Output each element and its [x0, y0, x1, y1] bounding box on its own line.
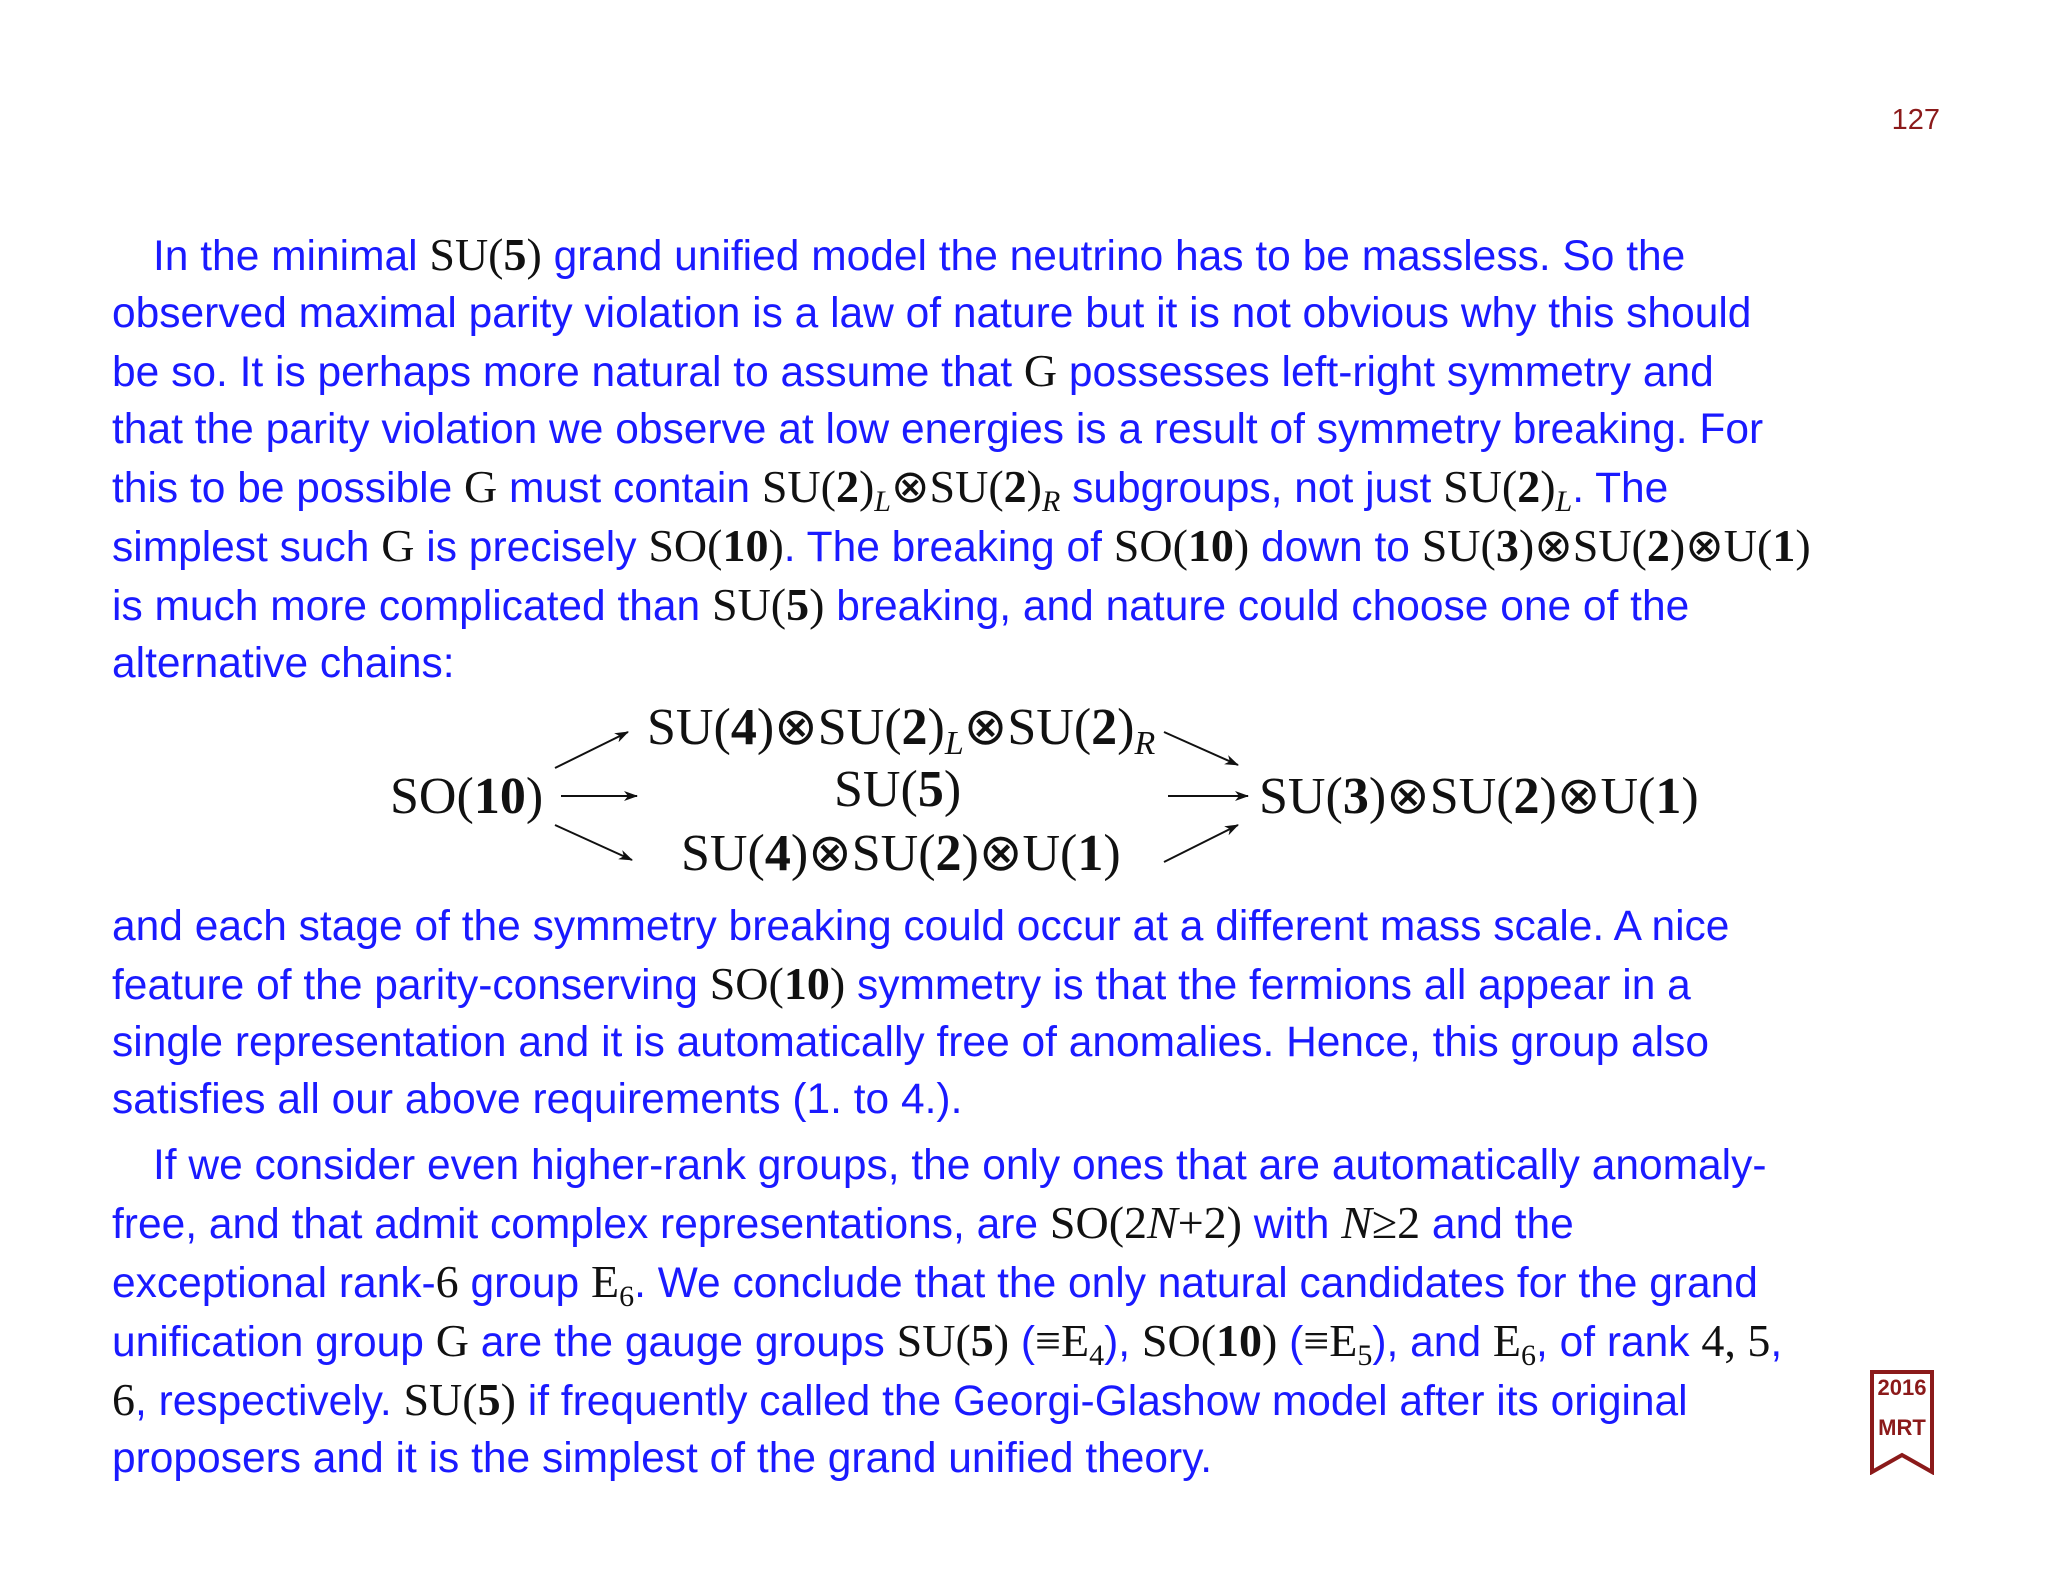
math-standard-model-group: SU(3)⊗SU(2)⊗U(1) [1421, 520, 1811, 571]
text-line: single representation and it is automatically free of anomalies. Hence, this group also [112, 1019, 1709, 1066]
math-so-2n-plus-2: SO(2N+2) [1049, 1197, 1242, 1248]
math-su5: SU(5) [403, 1374, 516, 1425]
math-su2l-su2r: $SU(2)_L\otimes SU(2)_R$ [761, 461, 1061, 518]
math-g: G [464, 461, 498, 512]
math-so10: SO(10) [1141, 1315, 1278, 1366]
text-line: observed maximal parity violation is a law of nature but it is not obvious why this should [112, 290, 1752, 337]
text-line: be so. It is perhaps more natural to assume that G possesses left-right symmetry and [112, 345, 1714, 396]
text-line: simplest such G is precisely SO(10). The breaking of SO(10) down to SU(3)⊗SU(2)⊗U(1) [112, 520, 1811, 571]
arrow-top-to-target [1164, 732, 1238, 765]
paragraph-3 [112, 1137, 1942, 1487]
text-line: exceptional rank-6 group $E_6$. We conclude that the only natural candidates for the grand [112, 1256, 1758, 1313]
symmetry-breaking-diagram [0, 690, 2048, 890]
text-line: 6, respectively. SU(5) if frequently called the Georgi-Glashow model after its original [112, 1374, 1688, 1425]
math-su5: SU(5) [429, 229, 542, 280]
math-su5: SU(5) [896, 1315, 1010, 1366]
math-g: G [381, 520, 415, 571]
text-line: alternative chains: [112, 640, 455, 687]
text-run: grand unified model the neutrino has to be massless. So the [541, 233, 1686, 280]
text-line: and each stage of the symmetry breaking could occur at a different mass scale. A nice [112, 903, 1730, 950]
math-su2l: $SU(2)_L$ [1443, 461, 1573, 518]
text-line: free, and that admit complex representations, are SO(2N+2) with N≥2 and the [112, 1197, 1574, 1248]
diagram-node-so10: SO(10) [390, 768, 544, 825]
diagram-node-su4-su2-u1: SU(4)⊗SU(2)⊗U(1) [681, 825, 1121, 882]
text-line: unification group G are the gauge groups SU(5) $(\equiv E_4)$, SO(10) $(\equiv E_5)$, and $E_6$, of rank 4, 5, [112, 1315, 1783, 1372]
math-e6: $E_6$ [1492, 1315, 1537, 1372]
math-ranks: 4, 5 [1701, 1315, 1771, 1366]
math-so10: SO(10) [648, 520, 784, 571]
math-six: 6 [112, 1374, 135, 1425]
diagram-node-pati-salam: $SU(4)\otimes SU(2)_L\otimes SU(2)_R$ [647, 699, 1156, 762]
math-equiv-e5: $\equiv E_5$ [1303, 1315, 1373, 1372]
arrow-source-to-bottom [555, 825, 632, 860]
text-line [112, 226, 1942, 285]
math-e6: $E_6$ [590, 1256, 635, 1313]
math-g: G [435, 1315, 469, 1366]
text-line: that the parity violation we observe at low energies is a result of symmetry breaking. For [112, 406, 1764, 453]
badge-year: 2016 [1877, 1375, 1927, 1400]
arrow-bottom-to-target [1164, 825, 1238, 862]
diagram-node-su5: SU(5) [834, 761, 962, 818]
math-equiv-e4: $\equiv E_4$ [1035, 1315, 1105, 1372]
math-so10: SO(10) [709, 958, 846, 1009]
text-line: feature of the parity-conserving SO(10) symmetry is that the fermions all appear in a [112, 958, 1691, 1009]
math-su5: SU(5) [711, 579, 825, 630]
text-run: In the minimal [153, 233, 430, 280]
math-n-geq-2: N≥2 [1341, 1197, 1421, 1248]
paragraph-1 [112, 226, 1942, 692]
mrt-2016-badge [1869, 1369, 1935, 1475]
paragraph-2 [112, 898, 1942, 1128]
text-line: proposers and it is the simplest of the grand unified theory. [112, 1435, 1213, 1482]
math-six: 6 [435, 1256, 459, 1307]
diagram-node-standard-model: SU(3)⊗SU(2)⊗U(1) [1259, 768, 1699, 825]
text-line: this to be possible G must contain $SU(2)_L\otimes SU(2)_R$ subgroups, not just $SU(2)_L$. The [112, 461, 1669, 518]
badge-initials: MRT [1878, 1415, 1926, 1440]
text-line: satisfies all our above requirements (1. to 4.). [112, 1076, 963, 1123]
text-line: If we consider even higher-rank groups, the only ones that are automatically anomaly- [153, 1142, 1767, 1189]
page-number: 127 [1891, 104, 1940, 136]
math-so10: SO(10) [1113, 520, 1250, 571]
text-line: is much more complicated than SU(5) breaking, and nature could choose one of the [112, 579, 1690, 630]
arrow-source-to-top [555, 732, 628, 768]
math-g: G [1023, 345, 1058, 396]
